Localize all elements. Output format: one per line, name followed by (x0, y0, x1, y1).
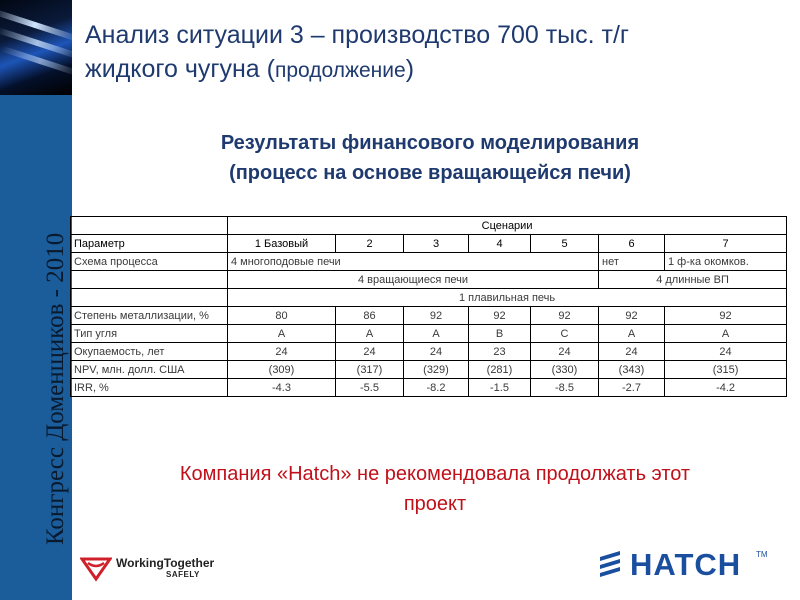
table-cell: 86 (336, 307, 404, 325)
slide-subtitle (100, 128, 760, 188)
table-cell: A (228, 325, 336, 343)
sidebar-band (0, 0, 72, 600)
table-row (71, 253, 787, 271)
title-line-1: Анализ ситуации 3 – производство 700 тыс. т/г (85, 21, 630, 49)
table-cell: 4 длинные ВП (599, 271, 787, 289)
financial-model-table (70, 216, 787, 397)
subtitle-line-2: (процесс на основе вращающейся печи) (229, 162, 631, 184)
table-cell: 4 многоподовые печи (228, 253, 599, 271)
table-cell: -4.2 (665, 379, 787, 397)
working-together-text: WorkingTogether (116, 556, 215, 570)
table-row (71, 307, 787, 325)
table-cell: -5.5 (336, 379, 404, 397)
scenario-header: 4 (469, 235, 531, 253)
table-row (71, 325, 787, 343)
param-header: Параметр (71, 235, 228, 253)
scenario-header: 5 (531, 235, 599, 253)
table-row (71, 379, 787, 397)
table-header-row (71, 217, 787, 235)
table-row (71, 271, 787, 289)
table-cell: B (469, 325, 531, 343)
scenario-header: 6 (599, 235, 665, 253)
row-label: IRR, % (71, 379, 228, 397)
table-cell: A (665, 325, 787, 343)
table-cell: (281) (469, 361, 531, 379)
blast-furnace-photo (0, 0, 72, 95)
table-cell: -1.5 (469, 379, 531, 397)
table-cell (71, 289, 228, 307)
table-cell: 24 (599, 343, 665, 361)
table-cell: (330) (531, 361, 599, 379)
row-label: Тип угля (71, 325, 228, 343)
table-cell: 92 (404, 307, 469, 325)
table-cell: A (404, 325, 469, 343)
table-cell: 4 вращающиеся печи (228, 271, 599, 289)
hatch-trademark: TM (756, 550, 768, 559)
scenario-header: 2 (336, 235, 404, 253)
table-cell: -8.5 (531, 379, 599, 397)
table-cell: (309) (228, 361, 336, 379)
table-cell: (317) (336, 361, 404, 379)
table-cell: (315) (665, 361, 787, 379)
row-label: NPV, млн. долл. США (71, 361, 228, 379)
table-cell: 24 (404, 343, 469, 361)
table-cell: -4.3 (228, 379, 336, 397)
table-cell: 92 (531, 307, 599, 325)
congress-label: Конгресс Доменщиков - 2010 (42, 232, 69, 545)
hatch-emblem-icon (598, 549, 626, 581)
hatch-logo (598, 548, 788, 582)
table-row (71, 343, 787, 361)
working-together-emblem-icon (80, 555, 112, 583)
safely-text: SAFELY (166, 570, 200, 579)
working-together-logo (80, 555, 240, 585)
table-cell: 24 (336, 343, 404, 361)
table-cell: 24 (228, 343, 336, 361)
row-label: Степень металлизации, % (71, 307, 228, 325)
table-header-row (71, 235, 787, 253)
table-cell: 92 (599, 307, 665, 325)
slide-title (85, 18, 785, 88)
table-cell: 80 (228, 307, 336, 325)
table-cell: 92 (469, 307, 531, 325)
table-cell: A (336, 325, 404, 343)
table-cell: C (531, 325, 599, 343)
table-cell: нет (599, 253, 665, 271)
hatch-wordmark: HATCH (630, 547, 742, 582)
scenario-header: 1 Базовый (228, 235, 336, 253)
title-line-2: жидкого чугуна (продолжение) (85, 55, 415, 83)
row-label: Окупаемость, лет (71, 343, 228, 361)
table-cell: (329) (404, 361, 469, 379)
table-cell: 23 (469, 343, 531, 361)
table-cell (71, 271, 228, 289)
table-cell: A (599, 325, 665, 343)
table-cell: 24 (665, 343, 787, 361)
table-row (71, 361, 787, 379)
table-cell: (343) (599, 361, 665, 379)
scenario-header: 7 (665, 235, 787, 253)
conclusion-line-1: Компания «Hatch» не рекомендовала продолжать этот (179, 463, 691, 485)
table-cell: -2.7 (599, 379, 665, 397)
table-cell: 92 (665, 307, 787, 325)
subtitle-line-1: Результаты финансового моделирования (220, 132, 640, 154)
table-cell: 24 (531, 343, 599, 361)
table-cell: 1 плавильная печь (228, 289, 787, 307)
table-row (71, 289, 787, 307)
table-cell: 1 ф-ка окомков. (665, 253, 787, 271)
table-cell (71, 217, 228, 235)
table-cell: -8.2 (404, 379, 469, 397)
conclusion-text (70, 459, 800, 519)
scenarios-header: Сценарии (228, 217, 787, 235)
conclusion-line-2: проект (403, 493, 467, 515)
row-label: Схема процесса (71, 253, 228, 271)
scenario-header: 3 (404, 235, 469, 253)
